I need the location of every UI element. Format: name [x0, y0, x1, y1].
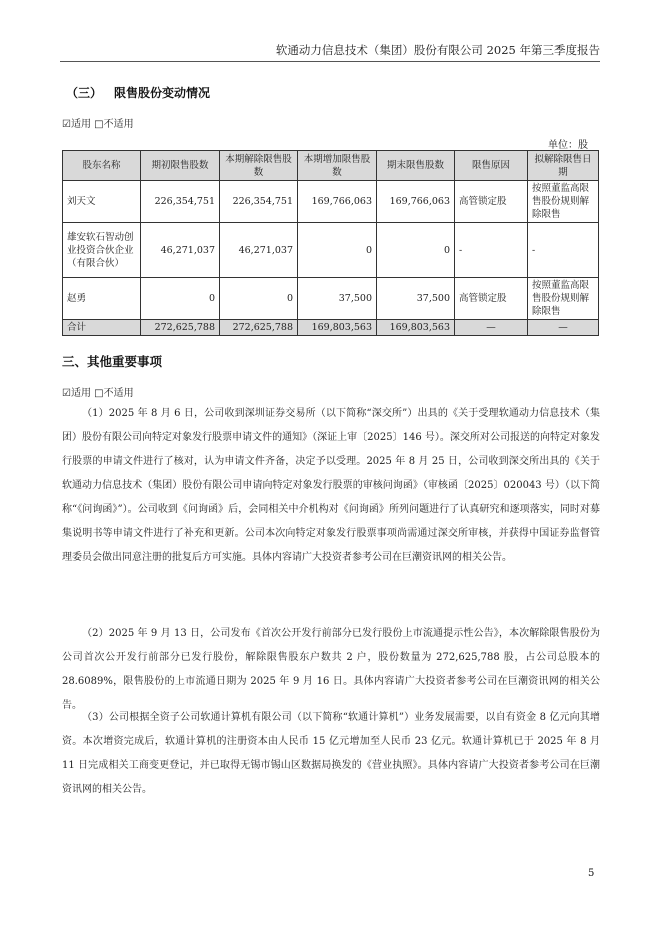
section-number: （三） [66, 86, 103, 100]
table-cell: 高管锁定股 [455, 181, 528, 223]
table-cell: — [528, 320, 599, 336]
table-row [63, 223, 599, 278]
col-header: 期末限售股数 [377, 151, 455, 181]
table-cell: 雄安软石智动创业投资合伙企业（有限合伙） [63, 223, 141, 278]
col-header: 期初限售股数 [141, 151, 220, 181]
paragraph-1: （1）2025 年 8 月 6 日，公司收到深圳证券交易所（以下简称“深交所”）出具的《关于受理软通动力信息技术（集团）股份有限公司向特定对象发行股票申请文件的通知》（深证上审〔2025〕146 号）。深交所对公司报送的向特定对象发行股票的申请文件进行了核对，认为申请文件齐备，决定予以受理。2025 年 8 月 25 日，公司收到深交所出具的《关于软通动力信息技术（集团）股份有限公司申请向特定对象发行股票的审核问询函》（审核函〔2025〕020043 号）（以下简称“《问询函》”）。公司收到《问询函》后，会同相关中介机构对《问询函》所列问题进行了认真研究和逐项落实，同时对募集说明书等申请文件进行了补充和更新。公司本次向特定对象发行股票事项尚需通过深交所审核，并获得中国证券监督管理委员会做出同意注册的批复后方可实施。具体内容请广大投资者参考公司在巨潮资讯网的相关公告。 [62, 408, 600, 563]
table-cell: - [528, 223, 599, 278]
table-cell: 赵勇 [63, 278, 141, 320]
col-header: 股东名称 [63, 151, 141, 181]
restricted-shares-table [62, 150, 599, 336]
paragraph-2: （2）2025 年 9 月 13 日，公司发布《首次公开发行前部分已发行股份上市流通提示性公告》，本次解除限售股份为公司首次公开发行前部分已发行股份，解除限售股东户数共 2 户，股份数量为 272,625,788 股，占公司总股本的 28.6089%，限售股份的上市流通日期为 2025 年 9 月 16 日。具体内容请广大投资者参考公司在巨潮资讯网的相关公告。 [62, 628, 600, 711]
report-header: 软通动力信息技术（集团）股份有限公司 2025 年第三季度报告 [275, 43, 600, 57]
col-header: 本期增加限售股数 [298, 151, 377, 181]
applicability-checkbox: ☑适用 □不适用 [62, 119, 134, 130]
table-cell: 0 [141, 278, 220, 320]
col-header: 本期解除限售股数 [220, 151, 298, 181]
table-cell: — [455, 320, 528, 336]
table-cell: 226,354,751 [141, 181, 220, 223]
table-cell: 272,625,788 [220, 320, 298, 336]
table-cell: 刘天文 [63, 181, 141, 223]
table-cell: 按照董监高限售股份规则解除限售 [528, 181, 599, 223]
paragraph-3: （3）公司根据全资子公司软通计算机有限公司（以下简称“软通计算机”）业务发展需要，以自有资金 8 亿元向其增资。本次增资完成后，软通计算机的注册资本由人民币 15 亿元增加至人民币 23 亿元。软通计算机已于 2025 年 8 月 11 日完成相关工商变更登记，并已取得无锡市锡山区数据局换发的《营业执照》。具体内容请广大投资者参考公司在巨潮资讯网的相关公告。 [62, 712, 600, 795]
table-cell: 169,766,063 [377, 181, 455, 223]
table-total-row [63, 320, 599, 336]
table-cell: 0 [298, 223, 377, 278]
table-cell: 37,500 [298, 278, 377, 320]
table-cell: 46,271,037 [220, 223, 298, 278]
table-cell: 0 [377, 223, 455, 278]
table-row [63, 181, 599, 223]
table-cell: 合计 [63, 320, 141, 336]
header-rule [60, 61, 600, 62]
unit-label: 单位：股 [548, 140, 588, 151]
page-number: 5 [588, 868, 595, 879]
table-cell: 169,766,063 [298, 181, 377, 223]
table-cell: 高管锁定股 [455, 278, 528, 320]
section-title: 限售股份变动情况 [114, 86, 211, 100]
table-cell: 0 [220, 278, 298, 320]
table-cell: 272,625,788 [141, 320, 220, 336]
table-cell: 226,354,751 [220, 181, 298, 223]
table-row [63, 278, 599, 320]
table-cell: - [455, 223, 528, 278]
table-cell: 169,803,563 [377, 320, 455, 336]
table-cell: 169,803,563 [298, 320, 377, 336]
section-other-matters: 三、其他重要事项 [62, 354, 163, 369]
section-restricted-shares [66, 84, 222, 101]
table-cell: 按照董监高限售股份规则解除限售 [528, 278, 599, 320]
table-cell: 46,271,037 [141, 223, 220, 278]
col-header: 拟解除限售日期 [528, 151, 599, 181]
table-header-row [63, 151, 599, 181]
col-header: 限售原因 [455, 151, 528, 181]
applicability-checkbox: ☑适用 □不适用 [62, 388, 134, 399]
table-cell: 37,500 [377, 278, 455, 320]
